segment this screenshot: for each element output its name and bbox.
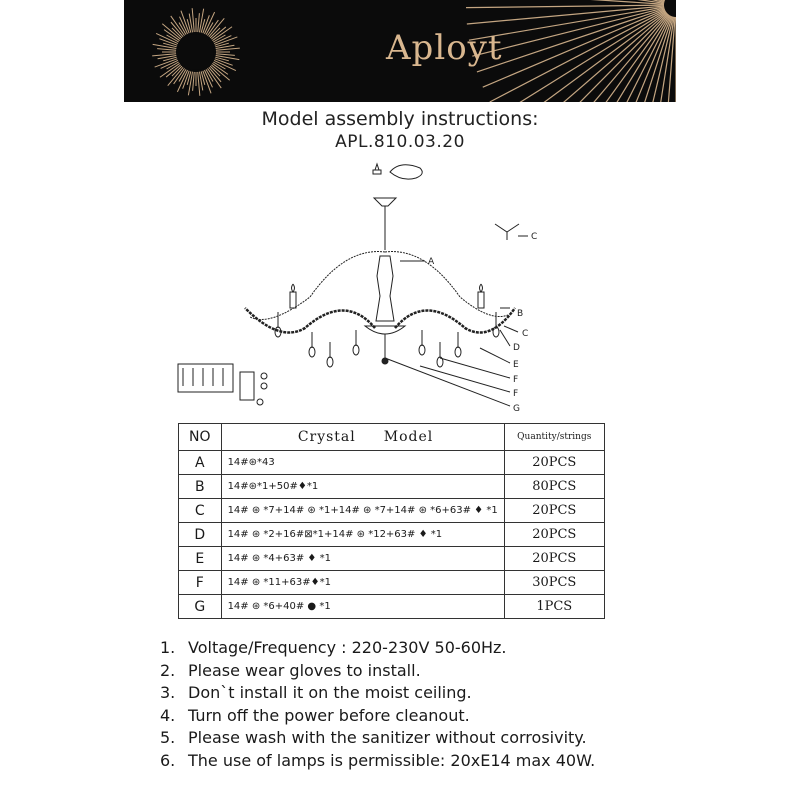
callout-a: A	[428, 257, 435, 267]
table-row	[179, 595, 605, 619]
row-no: A	[179, 451, 222, 475]
row-qty: 20PCS	[504, 547, 604, 571]
table-row	[179, 475, 605, 499]
row-no: G	[179, 595, 222, 619]
row-no: E	[179, 547, 222, 571]
header-banner	[124, 0, 676, 102]
header-quantity: Quantity/strings	[504, 424, 604, 451]
instructions-list	[160, 637, 595, 773]
list-item	[160, 727, 595, 750]
list-item	[160, 682, 595, 705]
row-qty: 20PCS	[504, 499, 604, 523]
row-model: 14#⊛*1+50#♦*1	[221, 475, 504, 499]
row-model: 14#⊛*43	[221, 451, 504, 475]
row-qty: 20PCS	[504, 523, 604, 547]
item-number: 6.	[160, 750, 176, 770]
callout-f-1: F	[513, 375, 519, 385]
item-number: 3.	[160, 683, 176, 703]
row-no: C	[179, 499, 222, 523]
row-model: 14# ⊛ *2+16#⊠*1+14# ⊛ *12+63# ♦ *1	[221, 523, 504, 547]
row-qty: 30PCS	[504, 571, 604, 595]
row-qty: 1PCS	[504, 595, 604, 619]
chandelier-diagram	[160, 158, 560, 420]
header-no: NO	[179, 424, 222, 451]
page-title: Model assembly instructions:	[261, 108, 539, 130]
row-model: 14# ⊛ *7+14# ⊛ *1+14# ⊛ *7+14# ⊛ *6+63# ♦ *1	[221, 499, 504, 523]
callout-b: B	[517, 309, 524, 319]
item-text: Please wash with the sanitizer without corrosivity.	[188, 728, 587, 748]
callout-e: E	[513, 360, 519, 370]
item-text: Turn off the power before cleanout.	[188, 705, 470, 725]
list-item	[160, 637, 595, 660]
table-header-row	[179, 424, 605, 451]
callout-c: C	[522, 329, 529, 339]
row-model: 14# ⊛ *6+40# ● *1	[221, 595, 504, 619]
row-model: 14# ⊛ *4+63# ♦ *1	[221, 547, 504, 571]
list-item	[160, 660, 595, 683]
header-crystal: Crystal	[297, 429, 356, 445]
table-row	[179, 499, 605, 523]
row-qty: 80PCS	[504, 475, 604, 499]
header-model: Model	[383, 429, 434, 445]
list-item	[160, 750, 595, 773]
item-number: 4.	[160, 705, 176, 725]
item-text: Don`t install it on the moist ceiling.	[188, 683, 472, 703]
brand-logo: Aployt	[386, 28, 503, 68]
item-text: Voltage/Frequency : 220-230V 50-60Hz.	[188, 638, 507, 657]
callout-g: G	[513, 404, 520, 414]
row-qty: 20PCS	[504, 451, 604, 475]
table-row	[179, 523, 605, 547]
header-crystal-model	[221, 424, 504, 451]
list-item	[160, 705, 595, 728]
item-number: 1.	[160, 638, 176, 657]
table-row	[179, 547, 605, 571]
crystal-table	[178, 423, 605, 619]
table-row	[179, 571, 605, 595]
row-no: B	[179, 475, 222, 499]
item-text: Please wear gloves to install.	[188, 660, 421, 680]
callout-c-detail: C	[531, 232, 538, 242]
item-text: The use of lamps is permissible: 20xE14 max 40W.	[188, 750, 596, 770]
table-row	[179, 451, 605, 475]
model-number: APL.810.03.20	[335, 132, 465, 152]
item-number: 2.	[160, 660, 176, 680]
row-model: 14# ⊛ *11+63#♦*1	[221, 571, 504, 595]
callout-d: D	[513, 343, 520, 353]
row-no: F	[179, 571, 222, 595]
callout-f-2: F	[513, 389, 519, 399]
row-no: D	[179, 523, 222, 547]
item-number: 5.	[160, 728, 176, 748]
